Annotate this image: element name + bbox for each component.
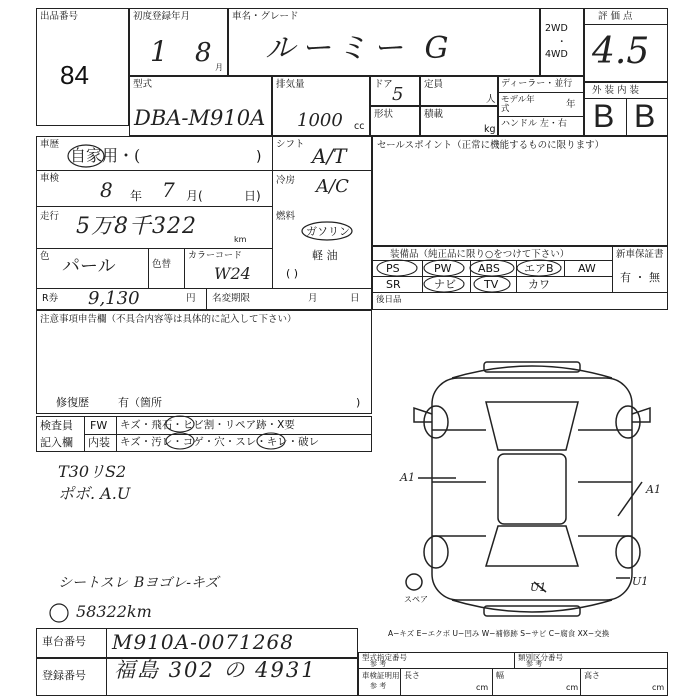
displacement-value: 1000 bbox=[297, 110, 343, 131]
color-label: 色 bbox=[40, 251, 50, 262]
height-unit: cm bbox=[652, 683, 665, 692]
damage-label-u1-right: U1 bbox=[632, 575, 649, 588]
month-unit: 月 bbox=[215, 63, 223, 72]
handwritten-line2: ポボ. A.U bbox=[58, 484, 131, 503]
shift-label: シフト bbox=[276, 139, 305, 150]
displacement-label: 排気量 bbox=[276, 79, 305, 90]
width-label: 幅 bbox=[496, 671, 504, 680]
mileage-value: 5万8千322 bbox=[76, 214, 197, 239]
class-label: 類別区分番号 bbox=[518, 653, 563, 662]
fw-label: FW bbox=[90, 419, 108, 432]
displacement-unit: cc bbox=[354, 121, 365, 132]
fuel-light-oil: 軽 油 bbox=[312, 249, 338, 262]
registration-label: 登録番号 bbox=[42, 669, 86, 682]
lot-number-label: 出品番号 bbox=[40, 11, 79, 22]
handwritten-circle-mark bbox=[48, 602, 70, 624]
repair-close: ) bbox=[356, 396, 361, 409]
car-name-value: ルーミー G bbox=[265, 31, 455, 66]
car-name-label: 車名・グレード bbox=[232, 11, 299, 22]
name-change-label: 名変期限 bbox=[212, 293, 251, 304]
inspection-year-unit: 年 bbox=[130, 189, 143, 203]
equip-leather: カワ bbox=[528, 278, 550, 291]
doors-label: ドア bbox=[374, 79, 393, 90]
ext-int-label: 外 装 内 装 bbox=[592, 85, 640, 96]
reg-cert-ref: 参 考 bbox=[370, 682, 387, 690]
interior-label: 内装 bbox=[88, 436, 110, 449]
first-registration-year: 1 bbox=[150, 35, 168, 68]
color-value: パール bbox=[62, 256, 116, 277]
fuel-paren: ( ) bbox=[286, 267, 299, 280]
inspection-label: 車検 bbox=[40, 173, 60, 184]
type-spec-ref: 参 考 bbox=[370, 660, 387, 668]
capacity-unit: 人 bbox=[486, 94, 496, 105]
equipment-label: 装備品（純正品に限り○をつけて下さい） bbox=[390, 249, 570, 260]
warranty-value: 有 ・ 無 bbox=[620, 271, 660, 284]
color-code-value: W24 bbox=[214, 264, 251, 283]
shift-value: A/T bbox=[312, 144, 347, 168]
drive-dot: ・ bbox=[557, 37, 567, 48]
handle-label: ハンドル 左・右 bbox=[501, 119, 567, 129]
drive-2wd: 2WD bbox=[545, 23, 568, 34]
history-circle-mark bbox=[66, 143, 106, 169]
length-unit: cm bbox=[476, 683, 489, 692]
inspector-circle-marks bbox=[110, 414, 370, 454]
interior-grade: B bbox=[634, 98, 656, 134]
history-label: 車歴 bbox=[40, 139, 60, 150]
recycle-label: R券 bbox=[42, 293, 59, 304]
class-ref: 参 考 bbox=[526, 660, 543, 668]
fuel-circle-mark bbox=[300, 220, 354, 242]
damage-label-u1-center: U1 bbox=[530, 581, 547, 594]
damage-label-a1-right: A1 bbox=[646, 483, 661, 496]
model-value: DBA-M910A bbox=[134, 106, 266, 130]
exterior-grade: B bbox=[593, 98, 615, 134]
ac-value: A/C bbox=[316, 176, 349, 197]
notes-label: 注意事項申告欄（不具合内容等は具体的に記入して下さい） bbox=[40, 314, 297, 325]
equip-sr: SR bbox=[386, 278, 401, 291]
score-value: 4.5 bbox=[592, 31, 650, 72]
drive-4wd: 4WD bbox=[545, 49, 568, 60]
handwritten-line5: 58322km bbox=[76, 602, 152, 621]
doors-value: 5 bbox=[392, 84, 404, 105]
reg-cert-label: 車検証明用 bbox=[362, 671, 400, 680]
registration-value: 福島 302 の 4931 bbox=[114, 658, 317, 682]
inspector-label2: 記入欄 bbox=[40, 436, 73, 449]
recycle-value: 9,130 bbox=[88, 288, 140, 309]
equip-navi: ナビ bbox=[434, 278, 456, 291]
length-label: 長さ bbox=[404, 671, 420, 680]
spare-label: スペア bbox=[404, 595, 428, 604]
load-label: 積載 bbox=[424, 109, 444, 120]
chassis-value: M910A-0071268 bbox=[112, 630, 294, 654]
repair-value: 有（箇所 bbox=[118, 396, 162, 409]
mileage-unit: km bbox=[234, 235, 247, 244]
lot-number-value: 84 bbox=[60, 60, 89, 90]
height-label: 高さ bbox=[584, 671, 600, 680]
handwritten-line4: Bヨゴレ-キズ bbox=[134, 575, 219, 591]
interior-items: キズ・汚レ・コゲ・穴・スレ・キレ・破レ bbox=[120, 436, 320, 448]
sales-point-label: セールスポイント（正常に機能するものに限ります） bbox=[377, 140, 605, 151]
width-unit: cm bbox=[566, 683, 579, 692]
name-change-day: 日 bbox=[350, 293, 360, 304]
damage-label-a1-left: A1 bbox=[400, 471, 415, 484]
first-registration-month: 8 bbox=[195, 38, 212, 68]
color-change-label: 色替 bbox=[152, 259, 172, 270]
history-value: 自家用・( bbox=[70, 146, 141, 165]
type-spec-label: 型式指定番号 bbox=[362, 653, 407, 662]
sales-point-box bbox=[372, 136, 668, 246]
warranty-label: 新車保証書 bbox=[616, 249, 664, 260]
name-change-month: 月 bbox=[308, 293, 318, 304]
chassis-label: 車台番号 bbox=[42, 635, 86, 648]
ac-label: 冷房 bbox=[276, 175, 296, 186]
equip-airbag: エアB bbox=[524, 262, 554, 275]
model-label: 型式 bbox=[133, 79, 153, 90]
equip-aw: AW bbox=[578, 262, 596, 275]
handwritten-line1: T30リS2 bbox=[58, 462, 127, 481]
score-label: 評 価 点 bbox=[598, 11, 633, 22]
first-registration-label: 初度登録年月 bbox=[133, 11, 191, 22]
inspection-year: 8 bbox=[100, 178, 113, 202]
equip-abs: ABS bbox=[478, 262, 500, 275]
aftermarket-label: 後日品 bbox=[376, 295, 402, 305]
repair-label: 修復歴 bbox=[56, 396, 89, 409]
yen-unit: 円 bbox=[186, 293, 196, 304]
inspection-month: 7 bbox=[162, 178, 175, 202]
fuel-label: 燃料 bbox=[276, 211, 296, 222]
capacity-label: 定員 bbox=[424, 79, 444, 90]
color-code-label: カラーコード bbox=[188, 251, 243, 261]
shape-label: 形状 bbox=[374, 109, 394, 120]
equip-ps: PS bbox=[386, 262, 400, 275]
equipment-circle-marks bbox=[372, 259, 612, 293]
dealer-label: ディーラー・並行 bbox=[501, 79, 573, 89]
handwritten-line3: シートスレ bbox=[58, 575, 128, 591]
inspector-label1: 検査員 bbox=[40, 419, 73, 432]
model-year-unit: 年 bbox=[566, 99, 576, 110]
model-year-label: モデル年式 bbox=[501, 95, 535, 115]
history-close: ) bbox=[256, 149, 262, 165]
damage-legend: A−キズ E−エクボ U−凹み W−補修跡 S−サビ C−腐食 XX−交換 bbox=[388, 629, 610, 638]
load-unit: kg bbox=[484, 124, 496, 135]
inspection-month-unit: 月( bbox=[186, 189, 203, 203]
mileage-label: 走行 bbox=[40, 211, 60, 222]
fuel-gasoline: ガソリン bbox=[306, 225, 350, 238]
equip-pw: PW bbox=[434, 262, 452, 275]
fw-items: キズ・飛石・ヒビ割・リペア跡・X要 bbox=[120, 419, 295, 431]
equip-tv: TV bbox=[484, 278, 499, 291]
inspection-day-unit: 日) bbox=[244, 189, 261, 203]
